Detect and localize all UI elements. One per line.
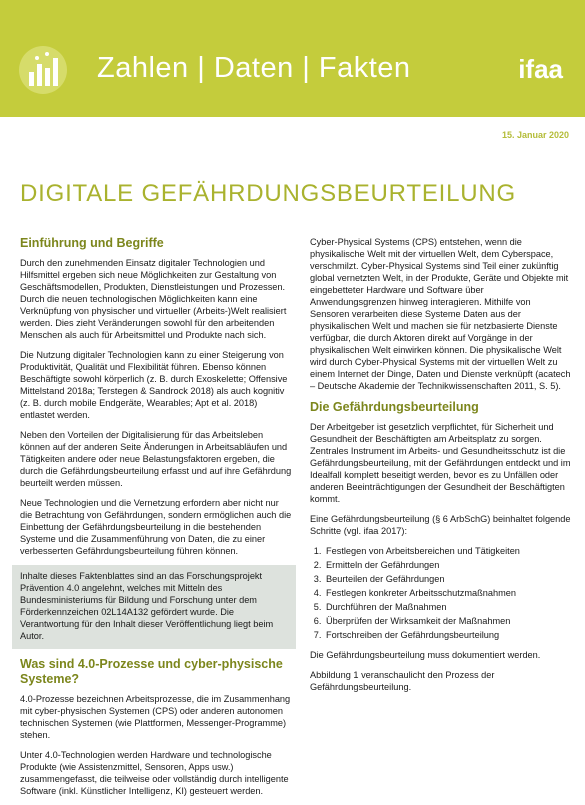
list-item: 4. Festlegen konkreter Arbeitsschutzmaßnahmen: [324, 587, 572, 599]
banner-title: Zahlen | Daten | Fakten: [97, 52, 411, 84]
steps-list: [310, 545, 572, 641]
brand-logo: ifaa: [518, 54, 563, 84]
list-item: 1. Festlegen von Arbeitsbereichen und Tätigkeiten: [324, 545, 572, 557]
left-column: [20, 236, 292, 805]
list-item: 7. Fortschreiben der Gefährdungsbeurteilung: [324, 629, 572, 641]
header-banner: [0, 0, 585, 117]
list-item: 5. Durchführen der Maßnahmen: [324, 601, 572, 613]
paragraph: Die Nutzung digitaler Technologien kann zu einer Steigerung von Produktivität, Qualität und Flexibilität führen. Ebenso können Beschäftigte sowohl körperlich (z. B. durch Exoskelette; Offensive Mittelstand 2018a; Terstegen & Sandrock 2018) als auch kognitiv (z. B. durch mobile Endgeräte, Wearables; Apt et al. 2018) entlastet werden.: [20, 350, 288, 420]
paragraph: Eine Gefährdungsbeurteilung (§ 6 ArbSchG) beinhaltet folgende Schritte (vgl. ifaa 2017):: [310, 514, 571, 536]
paragraph: Cyber-Physical Systems (CPS) entstehen, wenn die physikalische Welt mit der virtuellen Welt, dem Cyberspace, verschmilzt. Cyber-Physical Systems sind Teil einer zukünftig global vernetzten Welt, in der Produkte, Geräte und Objekte mit eingebetteter Hardware und Software über Anwendungsgrenzen hinweg interagieren. Mithilfe von Sensoren verarbeiten diese Systeme Daten aus der physikalischen Welt und machen sie für netzbasierte Dienste verfügbar, die durch Aktoren direkt auf Vorgänge in der physikalischen Welt einwirken können. Die physikalische Welt wird durch Cyber-Physical Systems mit der virtuellen Welt zu einem Internet der Dinge, Daten und Dienste verknüpft (acatech – Deutsche Akademie der Technikwissenschaften 2011, S. 5).: [310, 237, 571, 391]
section-heading-assessment: Die Gefährdungsbeurteilung: [310, 400, 479, 414]
paragraph: Abbildung 1 veranschaulicht den Prozess der Gefährdungsbeurteilung.: [310, 670, 495, 692]
paragraph: Neue Technologien und die Vernetzung erfordern aber nicht nur die Betrachtung von Gefährdungen, sondern ermöglichen auch die Einbettung der Gefährdungsbeurteilung in die bestehenden Systeme und die Zusammenführung von Daten, die zu einer verbesserten Gefährdungsbeurteilung führen können.: [20, 498, 292, 556]
section-heading-cps: Was sind 4.0-Prozesse und cyber-physische Systeme?: [20, 657, 283, 686]
infobox-text: Inhalte dieses Faktenblattes sind an das Forschungsprojekt Prävention 4.0 angelehnt, welches mit Mitteln des Bundesministeriums für Bildung und Forschung unter dem Förderkennzeichen 02L14A132 gefördert wurde. Die Verantwortung für den Inhalt dieser Veröffentlichung liegt beim Autor.: [20, 571, 274, 641]
list-item: 2. Ermitteln der Gefährdungen: [324, 559, 572, 571]
funding-infobox: [12, 565, 296, 649]
paragraph: 4.0-Prozesse bezeichnen Arbeitsprozesse, die im Zusammenhang mit cyber-physischen Systemen (CPS) oder anderen autonomen technischen Systemen (wie Plattformen, Messenger-Programme) stehen.: [20, 694, 291, 740]
section-heading-intro: Einführung und Begriffe: [20, 236, 164, 250]
page-title: DIGITALE GEFÄHRDUNGSBEURTEILUNG: [20, 180, 516, 207]
paragraph: Der Arbeitgeber ist gesetzlich verpflichtet, für Sicherheit und Gesundheit der Beschäftigten am Arbeitsplatz zu sorgen. Zentrales Instrument im Arbeits- und Gesundheitsschutz ist die Gefährdungsbeurteilung, mit der Gefährdungen entdeckt und im Idealfall komplett beseitigt werden, bevor es zu Unfällen oder anderen Beeinträchtigungen der Gesundheit der Beschäftigten kommt.: [310, 422, 571, 504]
paragraph: Neben den Vorteilen der Digitalisierung für das Arbeitsleben können auf der anderen Seite Änderungen in Arbeitsabläufen und Tätigkeiten andere oder neue Belastungsfaktoren ergeben, die durch die Gefährdungsbeurteilung erfasst und auf ihre Gefährdung beurteilt werden müssen.: [20, 430, 292, 488]
paragraph: Unter 4.0-Technologien werden Hardware und technologische Produkte (wie Assistenzmittel, Sensoren, Apps usw.) zusammengefasst, die teilweise oder vollständig durch intelligente Software (inkl. Künstlicher Intelligenz, KI) gesteuert werden.: [20, 750, 289, 796]
paragraph: Die Gefährdungsbeurteilung muss dokumentiert werden.: [310, 650, 541, 660]
paragraph: Durch den zunehmenden Einsatz digitaler Technologien und Hilfsmittel ergeben sich neue Möglichkeiten zur Gestaltung von Geschäftsmodellen, Produkten, Dienstleistungen und Prozessen. Durch die neuen technologischen Möglichkeiten kann eine Verknüpfung von physischer und virtueller (Arbeits-)Welt realisiert werden. Dies zieht Veränderungen sowohl für den arbeitenden Menschen als auch für Arbeitsmittel und Produkte nach sich.: [20, 258, 287, 340]
publication-date: 15. Januar 2020: [501, 130, 569, 140]
right-column: [310, 236, 572, 701]
bar-chart-logo-icon: [17, 44, 69, 96]
list-item: 3. Beurteilen der Gefährdungen: [324, 573, 572, 585]
list-item: 6. Überprüfen der Wirksamkeit der Maßnahmen: [324, 615, 572, 627]
